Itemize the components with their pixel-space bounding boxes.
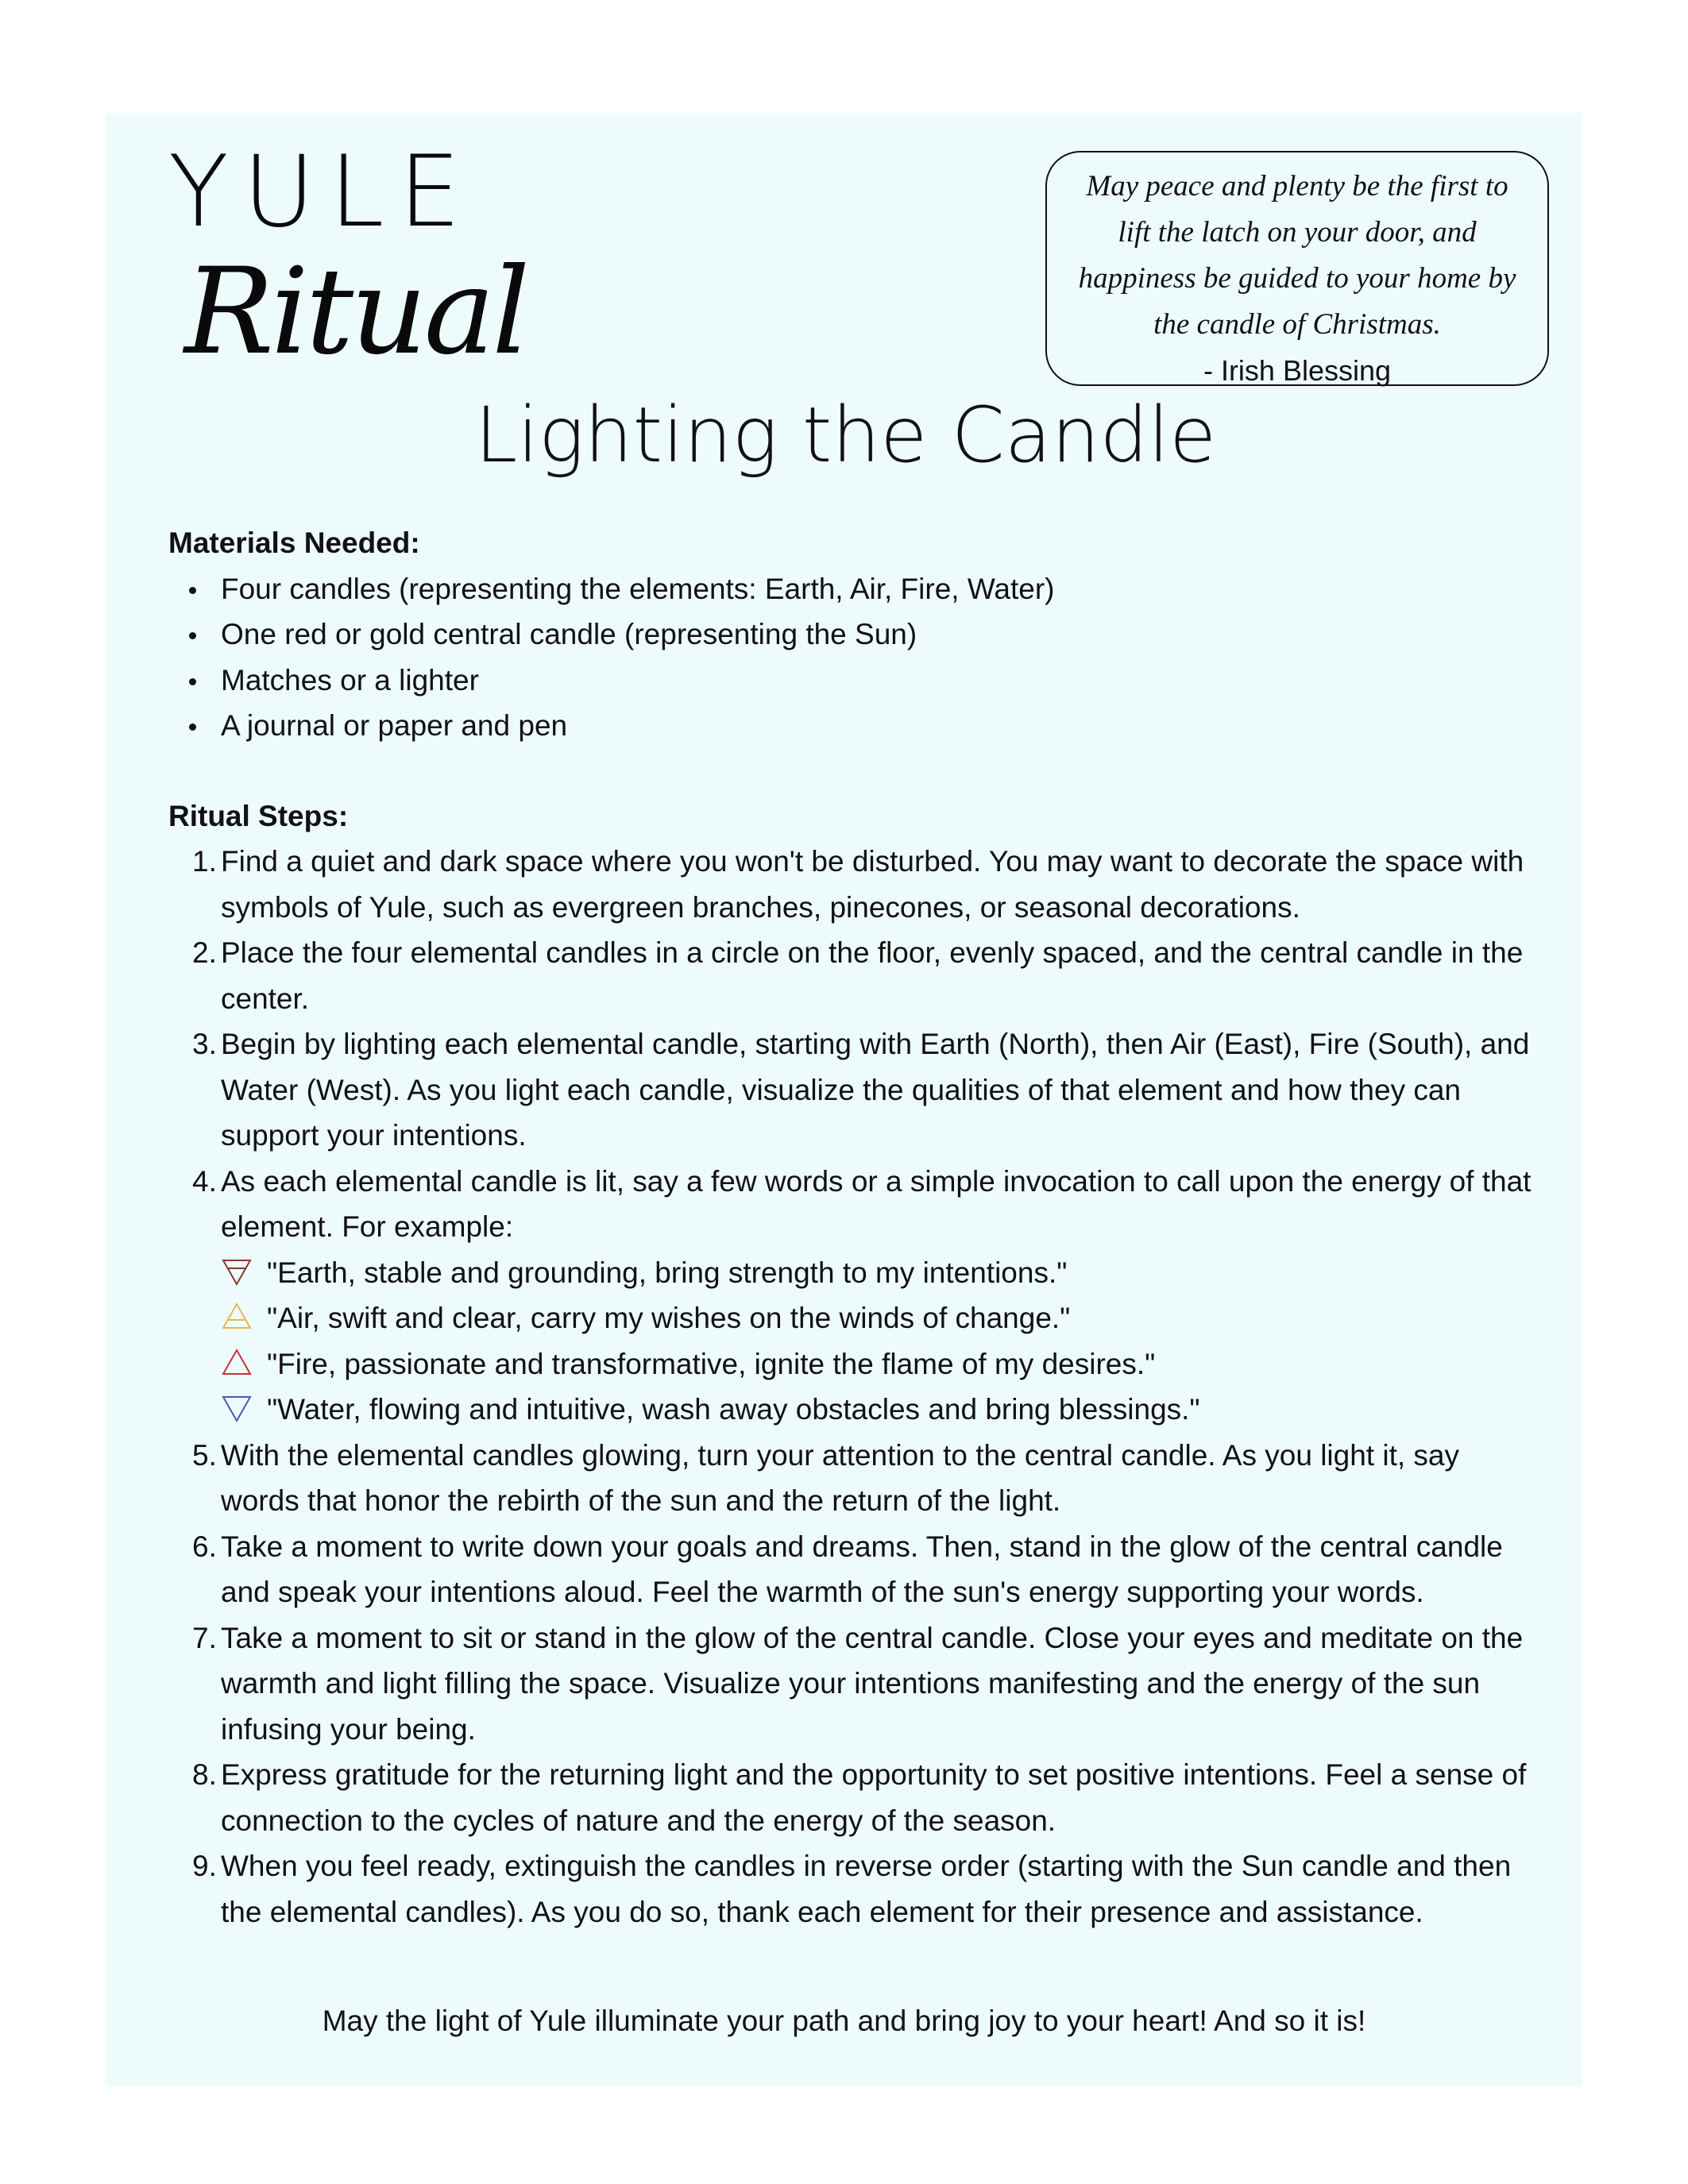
title-ritual-script: Ritual bbox=[184, 243, 527, 381]
step-item bbox=[168, 1159, 1535, 1433]
invocation-text: "Water, flowing and intuitive, wash away obstacles and bring blessings." bbox=[267, 1393, 1200, 1426]
step-number: 5. bbox=[192, 1438, 217, 1472]
materials-heading: Materials Needed: bbox=[168, 527, 420, 559]
invocation-text: "Air, swift and clear, carry my wishes on the winds of change." bbox=[267, 1302, 1071, 1334]
step-item bbox=[168, 1021, 1535, 1159]
step-text: When you feel ready, extinguish the candles in reverse order (starting with the Sun candle and then the elemental candles). As you do so, thank each element for their presence and assistance. bbox=[221, 1850, 1512, 1928]
step-item bbox=[168, 1615, 1535, 1753]
quote-attribution: - Irish Blessing bbox=[1203, 354, 1392, 387]
quote-text bbox=[1066, 164, 1528, 348]
step-number: 8. bbox=[192, 1758, 217, 1791]
step-number: 6. bbox=[192, 1530, 217, 1563]
earth-symbol-icon bbox=[221, 1256, 253, 1287]
closing-blessing: May the light of Yule illuminate your path and bring joy to your heart! And so it is! bbox=[322, 2005, 1366, 2037]
title-yule: YULE bbox=[168, 135, 475, 249]
invocation-text: "Fire, passionate and transformative, ignite the flame of my desires." bbox=[267, 1347, 1156, 1380]
step-number: 7. bbox=[192, 1621, 217, 1654]
invocation-fire bbox=[221, 1341, 1535, 1387]
main-content bbox=[168, 520, 1535, 1935]
step-text: Express gratitude for the returning light and the opportunity to set positive intentions. Feel a sense of connection to the cycles of nature and the energy of the season. bbox=[221, 1758, 1527, 1837]
invocation-water bbox=[221, 1387, 1535, 1433]
quote-box bbox=[1045, 151, 1549, 386]
step-item bbox=[168, 1433, 1535, 1524]
steps-heading: Ritual Steps: bbox=[168, 799, 349, 832]
step-number: 9. bbox=[192, 1850, 217, 1882]
steps-list bbox=[168, 839, 1535, 1935]
step-item bbox=[168, 930, 1535, 1021]
step-text: Take a moment to sit or stand in the glow of the central candle. Close your eyes and meditate on the warmth and light filling the space. Visualize your intentions manifesting and the energy of the sun infusing your being. bbox=[221, 1621, 1524, 1746]
step-item bbox=[168, 1524, 1535, 1615]
materials-list bbox=[168, 566, 1535, 749]
list-item: Four candles (representing the elements: Earth, Air, Fire, Water) bbox=[168, 566, 1535, 612]
list-item: Matches or a lighter bbox=[168, 658, 1535, 704]
step-item bbox=[168, 839, 1535, 930]
invocation-list bbox=[221, 1250, 1535, 1433]
step-item bbox=[168, 1843, 1535, 1935]
page-subtitle: Lighting the Candle bbox=[474, 391, 1217, 480]
quote-line: May peace and plenty be the first to bbox=[1086, 170, 1508, 203]
quote-line: the candle of Christmas. bbox=[1153, 308, 1441, 341]
step-text: Find a quiet and dark space where you won't be disturbed. You may want to decorate the space with symbols of Yule, such as evergreen branches, pinecones, or seasonal decorations. bbox=[221, 845, 1524, 924]
quote-line: lift the latch on your door, and bbox=[1118, 216, 1477, 249]
step-text: As each elemental candle is lit, say a few words or a simple invocation to call upon the energy of that element. For example: bbox=[221, 1164, 1532, 1243]
step-number: 1. bbox=[192, 845, 217, 878]
list-item: One red or gold central candle (representing the Sun) bbox=[168, 612, 1535, 658]
step-text: Place the four elemental candles in a circle on the floor, evenly spaced, and the central candle in the center. bbox=[221, 936, 1524, 1015]
step-number: 4. bbox=[192, 1164, 217, 1198]
step-number: 3. bbox=[192, 1028, 217, 1060]
invocation-earth bbox=[221, 1250, 1535, 1296]
invocation-air bbox=[221, 1295, 1535, 1341]
step-text: Take a moment to write down your goals and dreams. Then, stand in the glow of the central candle and speak your intentions aloud. Feel the warmth of the sun's energy supporting your words. bbox=[221, 1530, 1503, 1608]
step-text: With the elemental candles glowing, turn your attention to the central candle. As you light it, say words that honor the rebirth of the sun and the return of the light. bbox=[221, 1438, 1459, 1517]
step-text: Begin by lighting each elemental candle, starting with Earth (North), then Air (East), Fire (South), and Water (West). As you light each candle, visualize the qualities of that element and how they can support your intentions. bbox=[221, 1028, 1530, 1152]
fire-symbol-icon bbox=[221, 1347, 253, 1379]
quote-line: happiness be guided to your home by bbox=[1078, 262, 1516, 295]
invocation-text: "Earth, stable and grounding, bring strength to my intentions." bbox=[267, 1256, 1068, 1289]
step-number: 2. bbox=[192, 936, 217, 969]
step-item bbox=[168, 1752, 1535, 1843]
water-symbol-icon bbox=[221, 1392, 253, 1424]
air-symbol-icon bbox=[221, 1301, 253, 1333]
list-item: A journal or paper and pen bbox=[168, 703, 1535, 749]
